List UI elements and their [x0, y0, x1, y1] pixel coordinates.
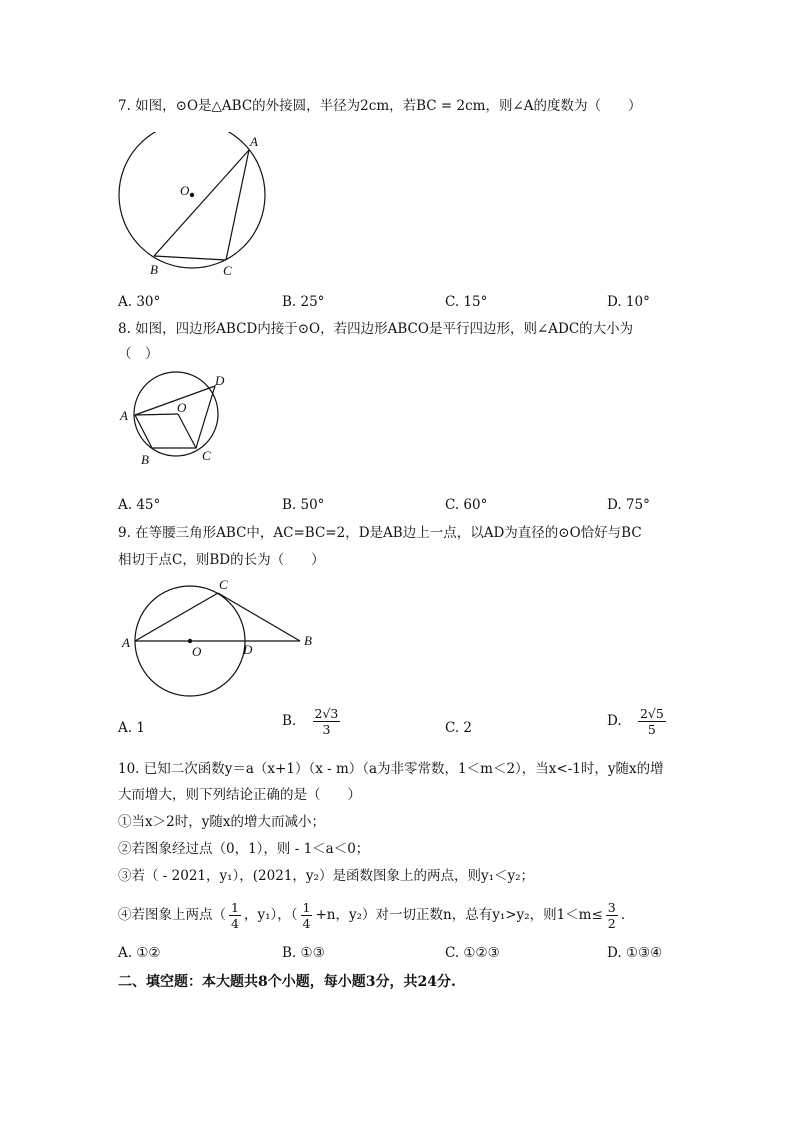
q8-side-ao: [135, 414, 178, 415]
q8-label-d: D: [215, 373, 225, 388]
q7-label-c: C: [223, 263, 232, 278]
q10-s4-part-d: .: [620, 907, 626, 923]
q9-label-c: C: [219, 577, 228, 592]
q8-quad-abcd: [135, 386, 215, 448]
q7-side-ac: [226, 150, 249, 260]
q10-s4-f2-den: 4: [302, 916, 311, 931]
q8-stem-line1: 8. 如图，四边形ABCD内接于⊙O，若四边形ABCO是平行四边形，则∠ADC的大小为: [118, 321, 634, 337]
q10-option-a: A. ①②: [118, 945, 161, 961]
q10-s4-f3-num: 3: [607, 900, 616, 915]
q7-label-o: O: [180, 183, 190, 198]
q9-option-b-fraction: [313, 706, 341, 737]
q10-s4-fraction-2: [301, 900, 313, 931]
q9-label-o: O: [192, 644, 202, 659]
q9-option-d-num: 2√5: [639, 706, 664, 721]
q10-option-c: C. ①②③: [445, 945, 500, 961]
section-2-heading: 二、填空题：本大题共8个小题，每小题3分，共24分.: [118, 974, 456, 990]
q9-figure: [118, 576, 328, 698]
q7-side-ab: [154, 150, 249, 256]
q7-option-a: A. 30°: [118, 294, 161, 310]
q7-circle: [119, 132, 265, 268]
q10-option-d: D. ①③④: [607, 945, 663, 961]
q10-statement-3: ③若（ - 2021，y₁），(2021，y₂）是函数图象上的两点，则y₁＜y₂；: [118, 868, 535, 884]
q10-s4-f1-den: 4: [231, 916, 239, 931]
q9-option-b: [282, 706, 343, 737]
q9-option-b-prefix: B.: [282, 713, 297, 729]
q10-s4-f2-num: 1: [302, 900, 311, 915]
q7-side-bc: [154, 256, 226, 260]
q10-statement-4: [118, 898, 625, 932]
q9-label-d: D: [243, 642, 253, 657]
q9-side-ac: [135, 593, 218, 641]
q8-label-c: C: [202, 448, 211, 463]
q7-option-d: D. 10°: [607, 294, 650, 310]
q10-s4-part-a: ④若图象上两点（: [118, 907, 226, 923]
q8-side-oc: [178, 414, 196, 448]
q8-label-b: B: [141, 452, 149, 467]
q7-stem: 7. 如图，⊙O是△ABC的外接圆，半径为2cm，若BC = 2cm，则∠A的度数为（ ）: [118, 98, 642, 114]
q10-s4-f1-num: 1: [231, 900, 239, 915]
q10-s4-fraction-1: [229, 900, 241, 931]
q8-option-a: A. 45°: [118, 497, 161, 513]
q10-stem-line1: 10. 已知二次函数y＝a（x+1）（x - m）（a为非零常数，1＜m＜2），当x<-1时，y随x的增: [118, 761, 664, 777]
q7-center-dot: [190, 193, 194, 197]
q9-option-b-num: 2√3: [314, 706, 339, 721]
q9-stem-line2: 相切于点C，则BD的长为（ ）: [118, 552, 325, 568]
q8-option-c: C. 60°: [445, 497, 488, 513]
q9-label-b: B: [304, 633, 312, 648]
q10-s4-part-c: +n，y₂）对一切正数n，总有y₁>y₂，则1＜m≤: [315, 907, 603, 923]
q9-option-d-prefix: D.: [607, 713, 622, 729]
q9-label-a: A: [122, 635, 130, 650]
q10-s4-f3-den: 2: [607, 916, 616, 931]
q8-option-d: D. 75°: [607, 497, 650, 513]
q9-option-d-fraction: [638, 706, 666, 737]
q10-statement-2: ②若图象经过点（0，1），则 - 1＜a＜0；: [118, 841, 370, 857]
q8-stem-line2: （ ）: [118, 346, 159, 362]
q7-label-b: B: [150, 262, 158, 277]
q8-label-o: O: [177, 400, 187, 415]
q9-option-c: C. 2: [445, 720, 473, 736]
q7-figure: [112, 132, 277, 282]
q7-label-a: A: [250, 134, 258, 149]
q8-figure: [116, 368, 236, 468]
q9-option-b-den: 3: [322, 722, 331, 737]
q9-stem-line1: 9. 在等腰三角形ABC中，AC=BC=2，D是AB边上一点，以AD为直径的⊙O恰好与BC: [118, 525, 642, 541]
q9-side-cb: [218, 593, 300, 641]
q10-statement-1: ①当x＞2时，y随x的增大而减小；: [118, 814, 325, 830]
q10-s4-part-b: ，y₁），（: [243, 907, 298, 923]
q7-option-c: C. 15°: [445, 294, 488, 310]
q10-option-b: B. ①③: [282, 945, 325, 961]
q8-label-a: A: [120, 408, 128, 423]
q8-option-b: B. 50°: [282, 497, 325, 513]
q9-option-d-den: 5: [647, 722, 656, 737]
q7-option-b: B. 25°: [282, 294, 325, 310]
q10-stem-line2: 大而增大，则下列结论正确的是（ ）: [118, 787, 361, 803]
q9-option-a: A. 1: [118, 720, 145, 736]
q9-option-d: [607, 706, 669, 737]
q9-center-dot: [188, 639, 192, 643]
q10-s4-fraction-3: [606, 900, 618, 931]
